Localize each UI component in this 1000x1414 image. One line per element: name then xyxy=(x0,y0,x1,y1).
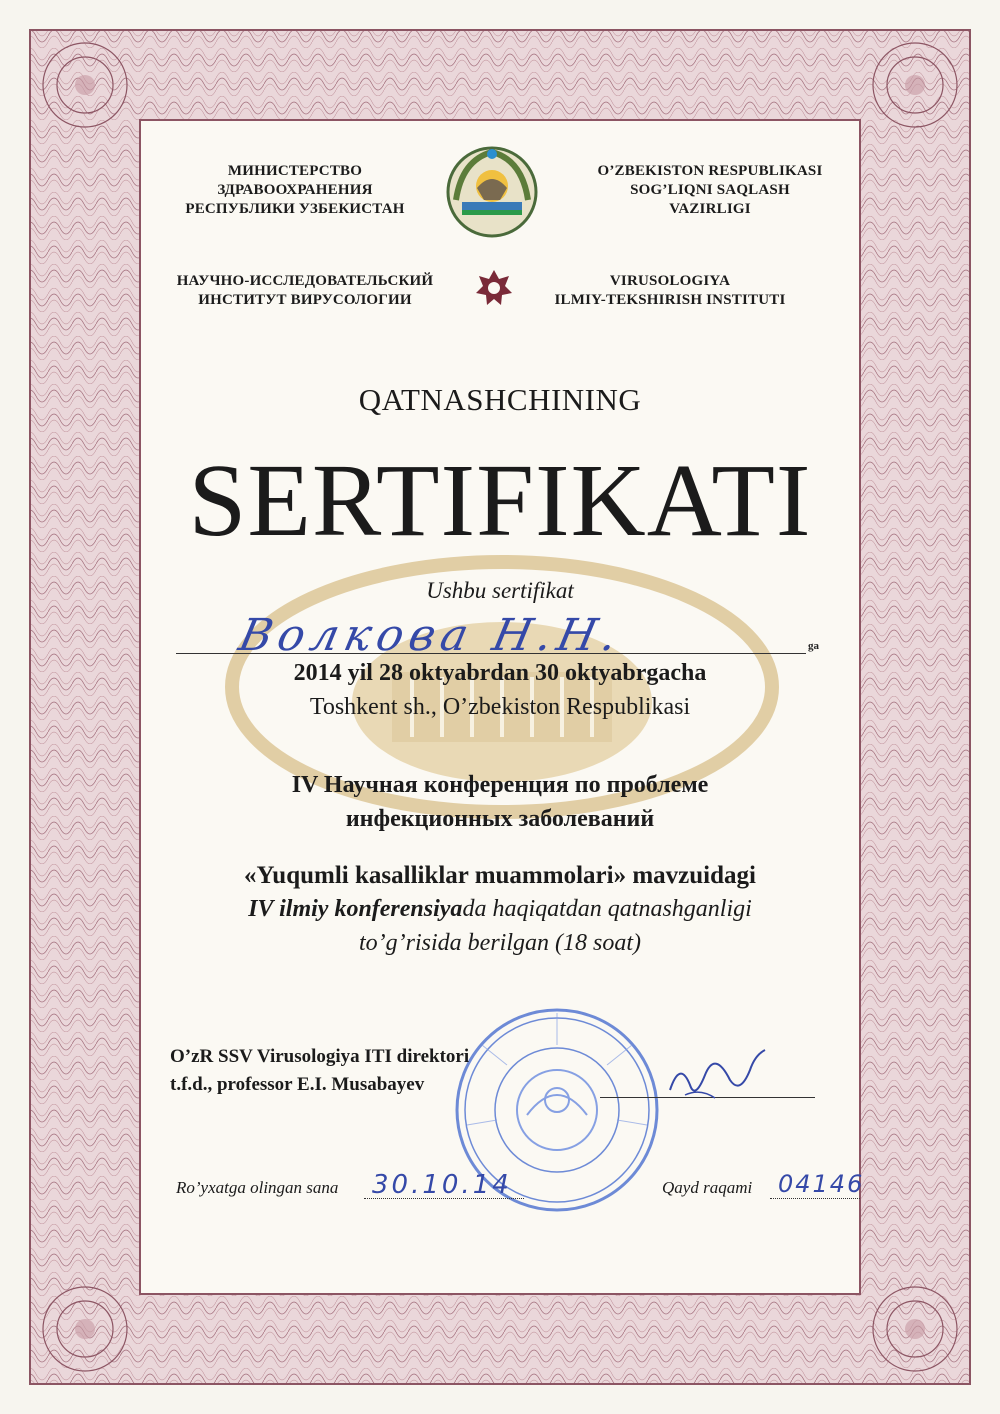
conference-uz-bold: IV ilmiy konferensiya xyxy=(248,896,463,922)
recipient-underline xyxy=(176,652,806,654)
institute-uz-line2: ILMIY-TEKSHIRISH INSTITUTI xyxy=(554,292,786,308)
intro-text: Ushbu sertifikat xyxy=(426,578,574,603)
signatory-name: t.f.d., professor E.I. Musabayev xyxy=(170,1074,425,1095)
institute-ru-line2: ИНСТИТУТ ВИРУСОЛОГИИ xyxy=(198,292,412,308)
handwritten-signature xyxy=(660,1040,770,1110)
conference-uz-line2 xyxy=(0,896,1000,923)
recipient-suffix: ga xyxy=(808,640,819,652)
institute-star-icon xyxy=(474,268,514,308)
event-place: Toshkent sh., O’zbekiston Respublikasi xyxy=(309,694,691,720)
title-big: SERTIFIKATI xyxy=(188,443,812,558)
institute-ru xyxy=(160,272,450,310)
institute-uz xyxy=(545,272,795,310)
institute-uz-line1: VIRUSOLOGIYA xyxy=(609,273,731,289)
registration-number-line xyxy=(770,1198,860,1199)
ministry-ru-line1: МИНИСТЕРСТВО xyxy=(227,163,363,179)
registration-date-value: 30.10.14 xyxy=(372,1170,512,1200)
signatory-title: O’zR SSV Virusologiya ITI direktori xyxy=(170,1046,470,1067)
state-emblem-icon xyxy=(442,140,542,240)
title-small: QATNASHCHINING xyxy=(358,382,642,417)
recipient-name: Волкова Н.Н. xyxy=(234,610,628,661)
conference-uz-rest: da haqiqatdan qatnashganligi xyxy=(462,896,752,922)
registration-number-label: Qayd raqami xyxy=(662,1178,753,1197)
conference-uz-line3: to’g’risida berilgan (18 soat) xyxy=(359,930,641,956)
ministry-ru-line2: ЗДРАВООХРАНЕНИЯ xyxy=(217,182,373,198)
registration-number-value: 04146 xyxy=(778,1170,865,1198)
conference-ru-line2: инфекционных заболеваний xyxy=(345,806,655,832)
conference-uz-line1: «Yuqumli kasalliklar muammolari» mavzuidagi xyxy=(244,862,756,889)
ministry-uz xyxy=(580,162,840,219)
ministry-uz-line2: SOG’LIQNI SAQLASH xyxy=(630,182,790,198)
registration-date-label: Ro’yxatga olingan sana xyxy=(176,1178,339,1197)
ministry-uz-line1: O’ZBEKISTON RESPUBLIKASI xyxy=(597,163,823,179)
event-dates: 2014 yil 28 oktyabrdan 30 oktyabrgacha xyxy=(293,660,707,686)
ministry-ru xyxy=(180,162,410,219)
ministry-ru-line3: РЕСПУБЛИКИ УЗБЕКИСТАН xyxy=(185,201,405,217)
conference-ru-line1: IV Научная конференция по проблеме xyxy=(291,772,709,798)
ministry-uz-line3: VAZIRLIGI xyxy=(669,201,751,217)
institute-ru-line1: НАУЧНО-ИССЛЕДОВАТЕЛЬСКИЙ xyxy=(176,273,434,289)
